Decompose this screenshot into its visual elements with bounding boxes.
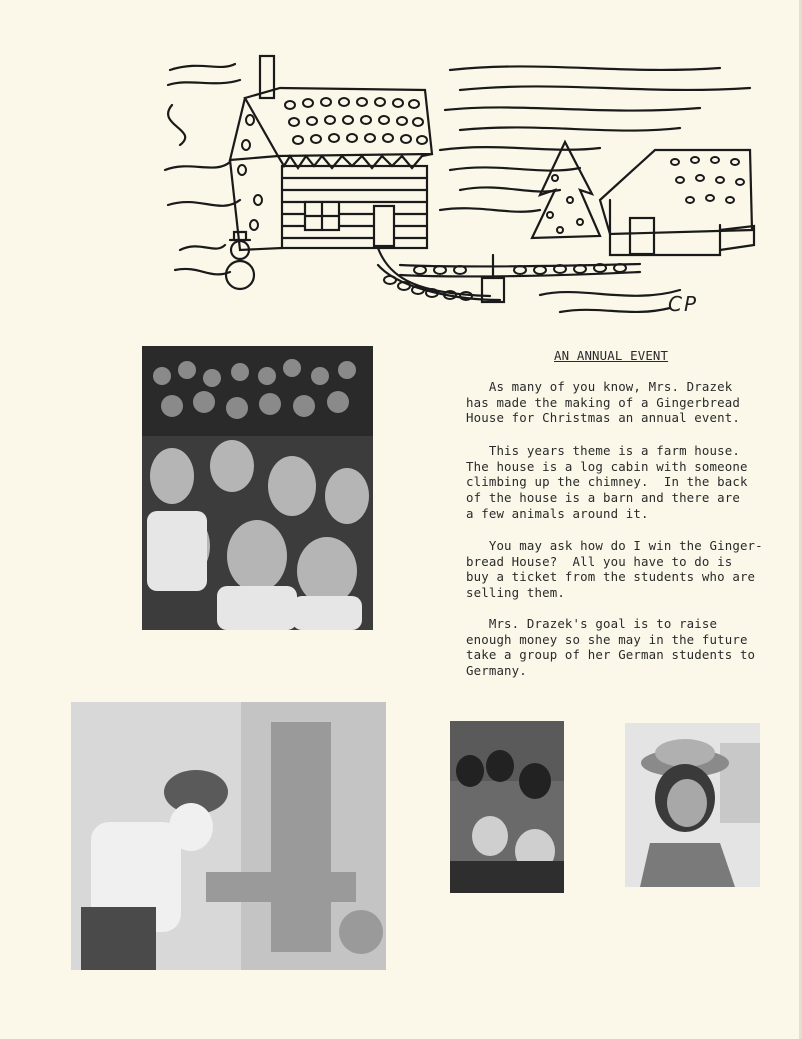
article-paragraph: Mrs. Drazek's goal is to raise enough money so she may in the future take a group of her German students to Germany. bbox=[466, 616, 756, 679]
article-paragraph: As many of you know, Mrs. Drazek has made the making of a Gingerbread House for Christmas an annual event. bbox=[466, 379, 740, 426]
crowd-photo bbox=[142, 346, 373, 630]
article-paragraph: You may ask how do I win the Ginger- bread House? All you have to do is buy a ticket from the students who are selling them. bbox=[466, 538, 763, 601]
article bbox=[466, 348, 786, 679]
artist-signature: CP bbox=[668, 292, 699, 316]
students-group-photo bbox=[450, 721, 564, 893]
bandsaw-photo bbox=[71, 702, 386, 970]
article-paragraph: This years theme is a farm house. The house is a log cabin with someone climbing up the chimney. In the back of the house is a barn and there are a few animals around it. bbox=[466, 443, 748, 521]
student-hat-photo bbox=[625, 723, 760, 887]
article-title: AN ANNUAL EVENT bbox=[554, 348, 669, 363]
gingerbread-house-drawing bbox=[160, 50, 760, 320]
